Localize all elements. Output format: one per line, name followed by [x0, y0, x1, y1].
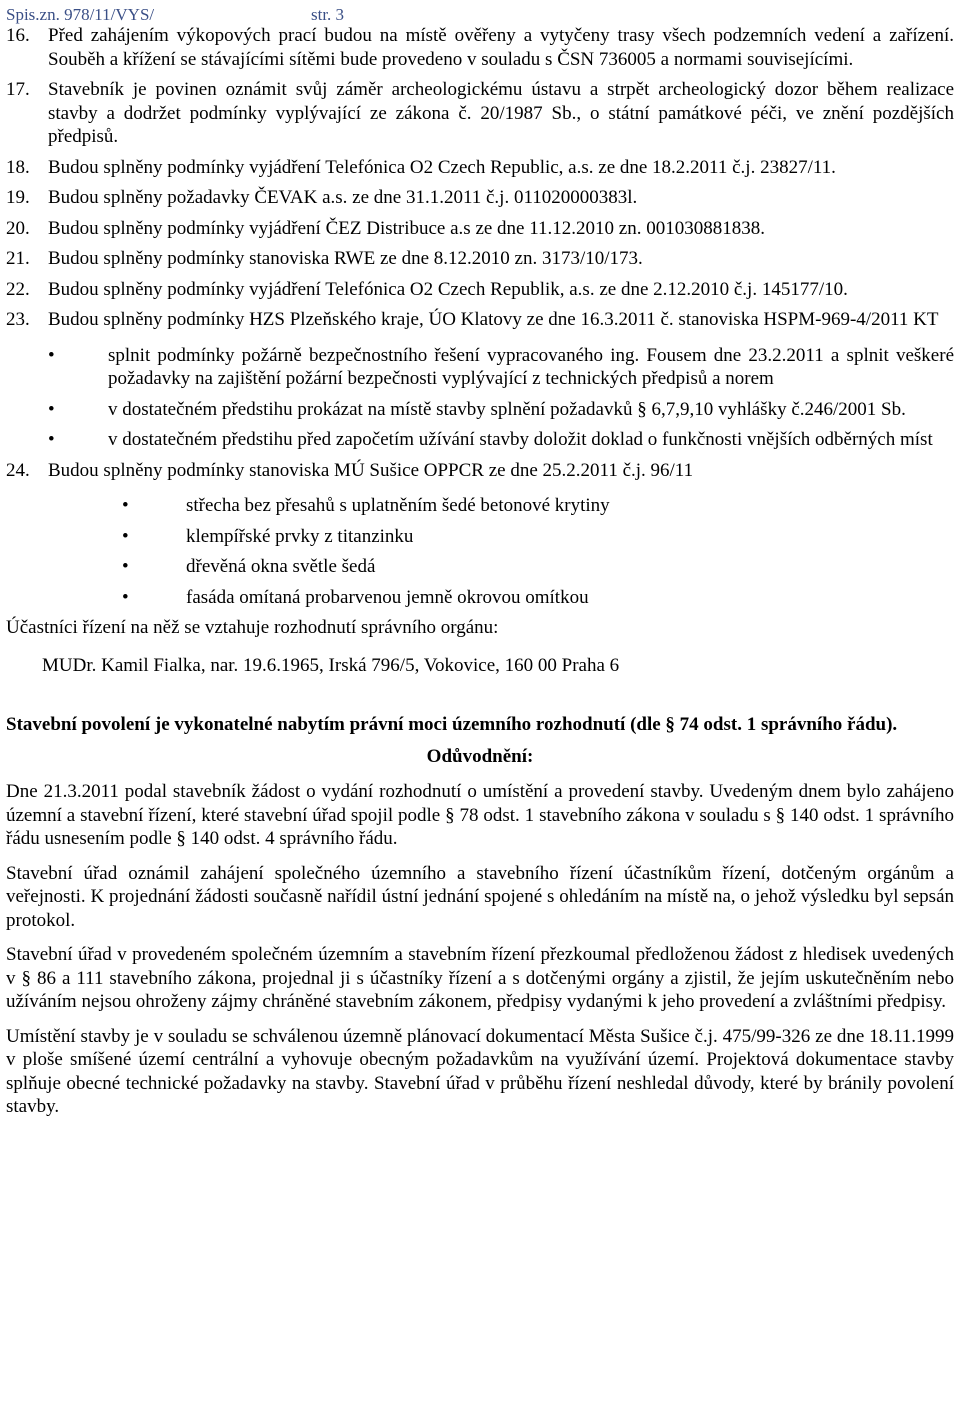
file-reference: Spis.zn. 978/11/VYS/: [6, 5, 155, 24]
list-item-text: dřevěná okna světle šedá: [186, 556, 376, 577]
document-body: [6, 24, 954, 1130]
condition-item: [6, 308, 954, 332]
condition-number: 21.: [6, 248, 30, 269]
bullet-icon: •: [122, 495, 129, 516]
bullet-icon: •: [122, 586, 129, 608]
condition-item: [6, 217, 954, 241]
condition-text: Budou splněny podmínky vyjádření Telefónica O2 Czech Republik, a.s. ze dne 2.12.2010 č.j. 145177/10.: [48, 278, 848, 300]
list-item-text: v dostatečném předstihu prokázat na místě stavby splnění požadavků § 6,7,9,10 vyhlášky č.246/2001 Sb.: [108, 398, 906, 420]
condition-text: Budou splněny podmínky stanoviska MÚ Sušice OPPCR ze dne 25.2.2011 č.j. 96/11: [48, 459, 694, 481]
reasoning-paragraph: Umístění stavby je v souladu se schválenou územně plánovací dokumentací Města Sušice č.j. 475/99-326 ze dne 18.11.1999 v ploše smíšené území centrální a vyhovuje obecným požadavkům na využívání území. Projektová dokumentace stavby splňuje obecné technické požadavky na stavby. Stavební úřad v průběhu řízení neshledal důvody, které by bránily povolení stavby.: [6, 1025, 954, 1117]
condition-text: Budou splněny požadavky ČEVAK a.s. ze dne 31.1.2011 č.j. 011020000383l.: [48, 187, 638, 208]
condition-number: 19.: [6, 187, 30, 208]
list-item: [6, 555, 954, 579]
list-item-text: v dostatečném předstihu před započetím užívání stavby doložit doklad o funkčnosti vnějších odběrných míst: [108, 429, 933, 450]
condition-text: Budou splněny podmínky vyjádření Telefónica O2 Czech Republic, a.s. ze dne 18.2.2011 č.j. 23827/11.: [48, 156, 836, 178]
list-item-text: klempířské prvky z titanzinku: [186, 525, 414, 547]
list-item: [6, 494, 954, 518]
bullet-icon: •: [122, 556, 129, 577]
condition-item: [6, 78, 954, 149]
condition-number: 16.: [6, 25, 30, 46]
section-heading: Odůvodnění:: [426, 745, 534, 767]
bullet-icon: •: [122, 525, 129, 547]
reasoning-paragraph: Stavební úřad oznámil zahájení společného územního a stavebního řízení účastníkům řízení, dotčeným orgánům a veřejnosti. K projednání žádosti současně nařídil ústní jednání spojené s ohledáním na místě na, o jehož výsledku byl sepsán protokol.: [6, 862, 954, 931]
heritage-requirements-list: [6, 494, 954, 609]
condition-text: Budou splněny podmínky HZS Plzeňského kraje, ÚO Klatovy ze dne 16.3.2011 č. stanoviska HSPM-969-4/2011 KT: [48, 309, 939, 330]
hzs-requirements-list: [6, 344, 954, 452]
condition-text: Budou splněny podmínky stanoviska RWE ze dne 8.12.2010 zn. 3173/10/173.: [48, 248, 643, 269]
participants-label: Účastníci řízení na něž se vztahuje rozhodnutí správního orgánu:: [6, 617, 499, 638]
list-item: [6, 586, 954, 610]
list-item: [6, 398, 954, 422]
list-item-text: fasáda omítaná probarvenou jemně okrovou omítkou: [186, 586, 589, 608]
condition-number: 20.: [6, 217, 30, 239]
enforceability-statement: Stavební povolení je vykonatelné nabytím právní moci územního rozhodnutí (dle § 74 odst. 1 správního řádu).: [6, 714, 898, 735]
reasoning-paragraph: Dne 21.3.2011 podal stavebník žádost o vydání rozhodnutí o umístění a provedení stavby. Uvedeným dnem bylo zahájeno územní a stavební řízení, které stavební úřad spojil podle § 78 odst. 1 stavebního zákona v souladu s § 140 odst. 1 správního řádu usnesením podle § 140 odst. 4 správního řádu.: [6, 781, 954, 849]
reasoning-paragraph: Stavební úřad v provedeném společném územním a stavebním řízení přezkoumal předloženou žádost z hledisek uvedených v § 86 a 111 stavebního zákona, projednal ji s účastníky řízení a s dotčenými orgány a zjistil, že jejím uskutečněním nebo užíváním nejsou ohroženy zájmy chráněné stavebním zákonem, předpisy vydanými k jeho provedení a zvláštními předpisy.: [6, 944, 954, 1012]
condition-text: Stavebník je povinen oznámit svůj záměr archeologickému ústavu a strpět archeologický dozor během realizace stavby a dodržet podmínky vyplývající ze zákona č. 20/1987 Sb., o státní památkové péči, ve znění pozdějších předpisů.: [48, 79, 954, 147]
condition-item: [6, 278, 954, 302]
participant-entry: MUDr. Kamil Fialka, nar. 19.6.1965, Irská 796/5, Vokovice, 160 00 Praha 6: [42, 654, 620, 676]
list-item: [6, 525, 954, 549]
condition-number: 18.: [6, 156, 30, 178]
condition-item: [6, 186, 954, 210]
list-item-text: střecha bez přesahů s uplatněním šedé betonové krytiny: [186, 495, 610, 516]
condition-item: [6, 247, 954, 271]
list-item: [6, 344, 954, 391]
page-number: str. 3: [311, 5, 345, 24]
condition-text: Budou splněny podmínky vyjádření ČEZ Distribuce a.s ze dne 11.12.2010 zn. 001030881838.: [48, 217, 765, 239]
condition-number: 17.: [6, 79, 30, 100]
list-item-text: splnit podmínky požárně bezpečnostního řešení vypracovaného ing. Fousem dne 23.2.2011 a splnit veškeré požadavky na zajištění požární bezpečnosti vyplývající z technických předpisů a norem: [108, 344, 954, 389]
condition-number: 22.: [6, 278, 30, 300]
bullet-icon: •: [48, 429, 55, 450]
condition-number: 24.: [6, 459, 30, 481]
bullet-icon: •: [48, 344, 55, 366]
bullet-icon: •: [48, 398, 55, 420]
list-item: [6, 428, 954, 452]
condition-item: [6, 24, 954, 71]
condition-number: 23.: [6, 309, 30, 330]
condition-item: [6, 459, 954, 483]
condition-text: Před zahájením výkopových prací budou na místě ověřeny a vytyčeny trasy všech podzemních vedení a zařízení. Souběh a křížení se stávajícími sítěmi bude provedeno v souladu s ČSN 736005 a normami souvisejícími.: [48, 25, 954, 70]
page-header: [6, 3, 954, 23]
condition-item: [6, 156, 954, 180]
